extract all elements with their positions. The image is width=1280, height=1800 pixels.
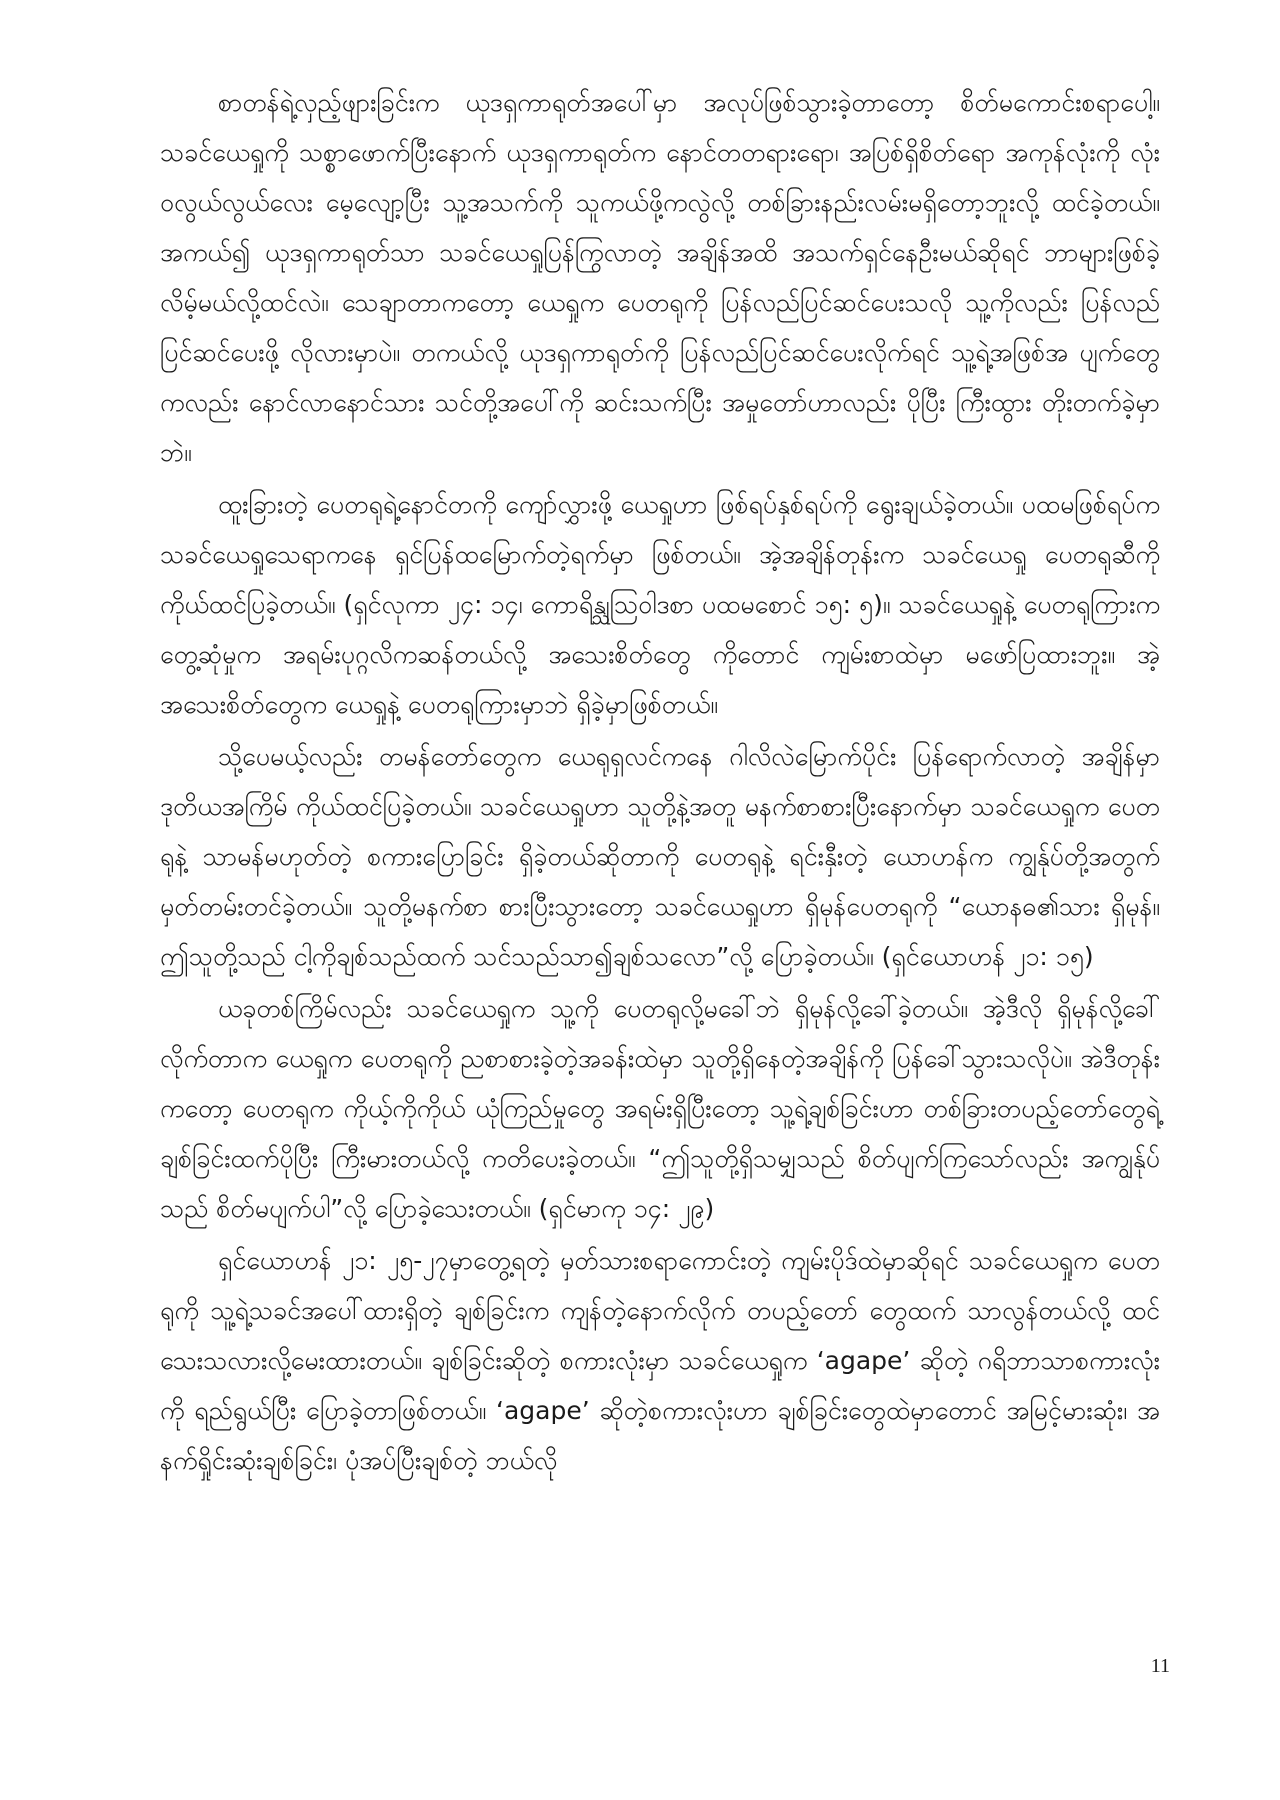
page-number: 11 xyxy=(1150,1655,1170,1677)
paragraph-4: ယခုတစ်ကြိမ်လည်း သခင်ယေရှုက သူ့ကို ပေတရုလို့မခေါ်ဘဲ ရှိမုန်လို့ခေါ်ခဲ့တယ်။ အဲ့ဒီလို ရှိမုန်လို့ခေါ်လိုက်တာက ယေရှုက ပေတရုကို ညစာစားခဲ့တဲ့အခန်းထဲမှာ သူတို့ရှိနေတဲ့အချိန်ကို ပြန်ခေါ်သွားသလိုပဲ။ အဲဒီတုန်းကတော့ ပေတရုက ကိုယ့်ကိုကိုယ် ယုံကြည်မှုတွေ အရမ်းရှိပြီးတော့ သူ့ရဲ့ချစ်ခြင်းဟာ တစ်ခြားတပည့်တော်တွေရဲ့ ချစ်ခြင်းထက်ပိုပြီး ကြီးမားတယ်လို့ ကတိပေးခဲ့တယ်။ “ဤသူတို့ရှိသမျှသည် စိတ်ပျက်ကြသော်လည်း အကျွန်ုပ်သည် စိတ်မပျက်ပါ”လို့ ပြောခဲ့သေးတယ်။ (ရှင်မာကု ၁၄: ၂၉) xyxy=(160,994,1160,1223)
paragraph-3: သို့ပေမယ့်လည်း တမန်တော်တွေက ယေရုရှလင်ကနေ ဂါလိလဲမြောက်ပိုင်း ပြန်ရောက်လာတဲ့ အချိန်မှာ ဒုတိယအကြိမ် ကိုယ်ထင်ပြခဲ့တယ်။ သခင်ယေရှုဟာ သူတို့နဲ့အတူ မနက်စာစားပြီးနောက်မှာ သခင်ယေရှုက ပေတရုနဲ့ သာမန်မဟုတ်တဲ့ စကားပြောခြင်း ရှိခဲ့တယ်ဆိုတာကို ပေတရုနဲ့ ရင်းနှီးတဲ့ ယောဟန်က ကျွန်ုပ်တို့အတွက် မှတ်တမ်းတင်ခဲ့တယ်။ သူတို့မနက်စာ စားပြီးသွားတော့ သခင်ယေရှုဟာ ရှိမုန်ပေတရုကို “ယောနဓ၏သား ရှိမုန်။ ဤသူတို့သည် ငါ့ကိုချစ်သည်ထက် သင်သည်သာ၍ချစ်သလော”လို့ ပြောခဲ့တယ်။ (ရှင်ယောဟန် ၂၁: ၁၅) xyxy=(160,742,1160,971)
body-text xyxy=(160,78,1160,1488)
paragraph-1: စာတန်ရဲ့လှည့်ဖျားခြင်းက ယုဒရှကာရုတ်အပေါ်မှာ အလုပ်ဖြစ်သွားခဲ့တာတော့ စိတ်မကောင်းစရာပေါ့။ သခင်ယေရှုကို သစ္စာဖောက်ပြီးနောက် ယုဒရှကာရုတ်က နောင်တတရားရော၊ အပြစ်ရှိစိတ်ရော အကုန်လုံးကို လုံးဝလွယ်လွယ်လေး မေ့လျော့ပြီး သူ့အသက်ကို သူကယ်ဖို့ကလွဲလို့ တစ်ခြားနည်းလမ်းမရှိတော့ဘူးလို့ ထင်ခဲ့တယ်။ အကယ်၍ ယုဒရှကာရုတ်သာ သခင်ယေရှုပြန်ကြွလာတဲ့ အချိန်အထိ အသက်ရှင်နေဦးမယ်ဆိုရင် ဘာများဖြစ်ခဲ့လိမ့်မယ်လို့ထင်လဲ။ သေချာတာကတော့ ယေရှုက ပေတရုကို ပြန်လည်ပြင်ဆင်ပေးသလို သူ့ကိုလည်း ပြန်လည်ပြင်ဆင်ပေးဖို့ လိုလားမှာပဲ။ တကယ်လို့ ယုဒရှကာရုတ်ကို ပြန်လည်ပြင်ဆင်ပေးလိုက်ရင် သူ့ရဲ့အဖြစ်အ ပျက်တွေကလည်း နောင်လာနောင်သား သင်တို့အပေါ်ကို ဆင်းသက်ပြီး အမှုတော်ဟာလည်း ပိုပြီး ကြီးထွား တိုးတက်ခဲ့မှာဘဲ။ xyxy=(160,88,1160,467)
paragraph-2: ထူးခြားတဲ့ ပေတရုရဲ့နောင်တကို ကျော်လွှားဖို့ ယေရှုဟာ ဖြစ်ရပ်နှစ်ရပ်ကို ရွေးချယ်ခဲ့တယ်။ ပထမဖြစ်ရပ်က သခင်ယေရှုသေရာကနေ ရှင်ပြန်ထမြောက်တဲ့ရက်မှာ ဖြစ်တယ်။ အဲ့အချိန်တုန်းက သခင်ယေရှု ပေတရုဆီကို ကိုယ်ထင်ပြခဲ့တယ်။ (ရှင်လုကာ ၂၄: ၁၄၊ ကောရိန္သုသြဝါဒစာ ပထမစောင် ၁၅: ၅)။ သခင်ယေရှုနဲ့ ပေတရုကြားက တွေ့ဆုံမှုက အရမ်းပုဂ္ဂလိကဆန်တယ်လို့ အသေးစိတ်တွေ ကိုတောင် ကျမ်းစာထဲမှာ မဖော်ပြထားဘူး။ အဲ့အသေးစိတ်တွေက ယေရှုနဲ့ ပေတရုကြားမှာဘဲ ရှိခဲ့မှာဖြစ်တယ်။ xyxy=(160,490,1160,719)
paragraph-5: ရှင်ယောဟန် ၂၁: ၂၅-၂၇မှာတွေ့ရတဲ့ မှတ်သားစရာကောင်းတဲ့ ကျမ်းပိုဒ်ထဲမှာဆိုရင် သခင်ယေရှုက ပေတရုကို သူ့ရဲ့သခင်အပေါ်ထားရှိတဲ့ ချစ်ခြင်းက ကျန်တဲ့နောက်လိုက် တပည့်တော် တွေထက် သာလွန်တယ်လို့ ထင်သေးသလားလို့မေးထားတယ်။ ချစ်ခြင်းဆိုတဲ့ စကားလုံးမှာ သခင်ယေရှုက ‘agape’ ဆိုတဲ့ ဂရိဘာသာစကားလုံးကို ရည်ရွယ်ပြီး ပြောခဲ့တာဖြစ်တယ်။ ‘agape’ ဆိုတဲ့စကားလုံးဟာ ချစ်ခြင်းတွေထဲမှာတောင် အမြင့်မားဆုံး၊ အနက်ရှိုင်းဆုံးချစ်ခြင်း၊ ပုံအပ်ပြီးချစ်တဲ့ ဘယ်လို xyxy=(160,1246,1160,1475)
